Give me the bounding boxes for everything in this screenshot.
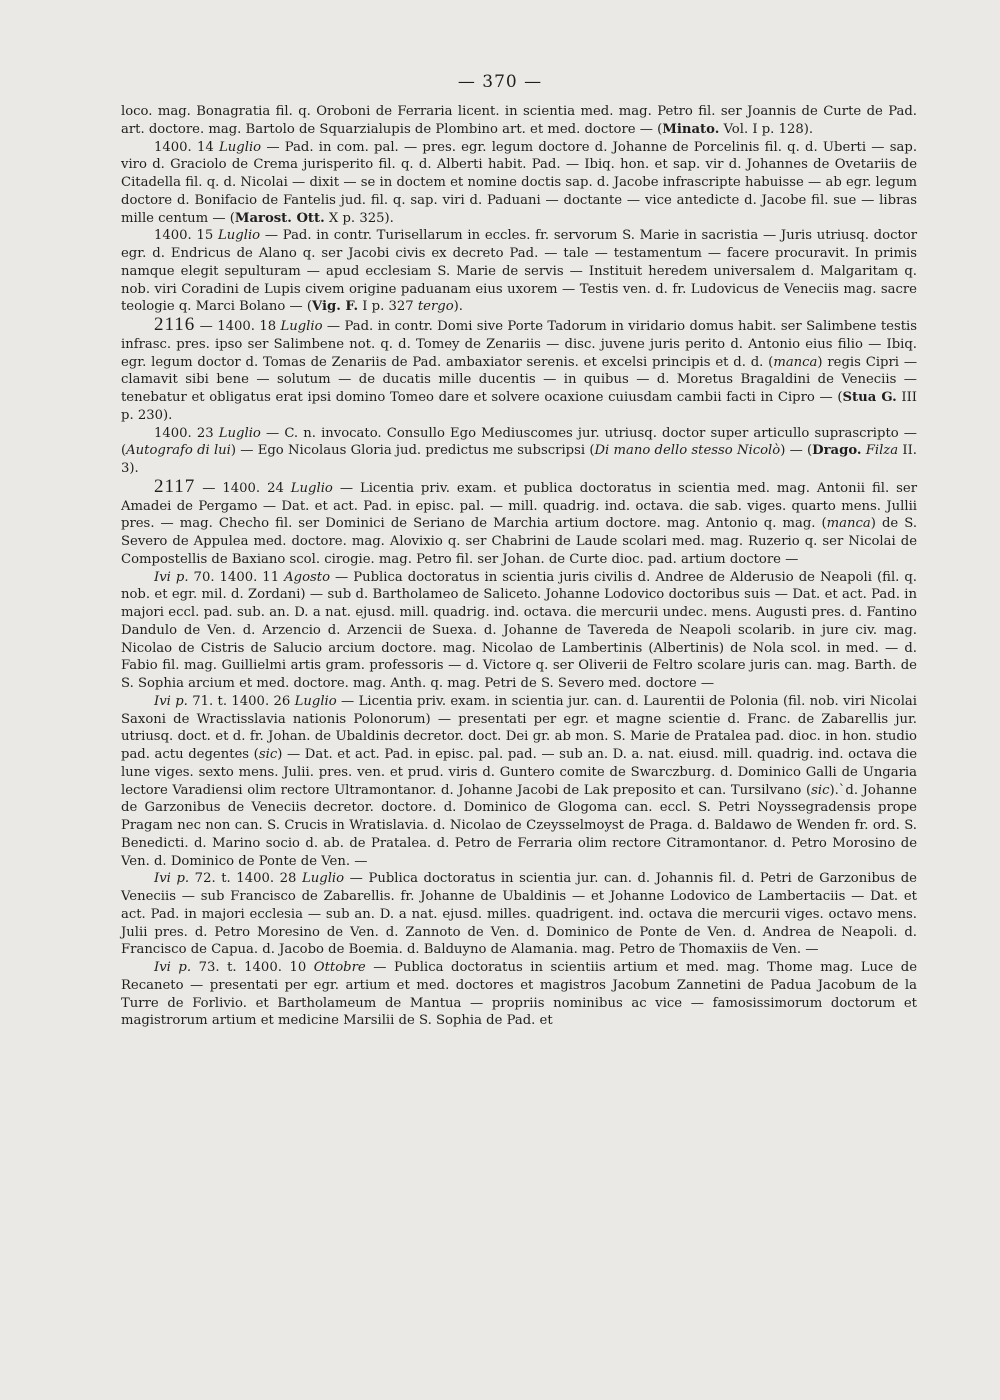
text-run: — Pad. in com. pal. — pres. egr. legum doctore d. Johanne de Porcelinis fil. q. d. Uberti — sap. viro d. Graciolo de Crema jurisperito fil. q. d. Alberti habit. Pad. — Ibiq. hon. et sap. vir d. Johannes de Ovetariis de Citadella fil. q. d. Nicolai — dixit — se in doctem et nomine doctis sap. d. Jacobe infrascripte habuisse — ab egr. legum doctore d. Bonifacio de Fantelis jud. fil. q. sap. viri d. Paduani — doctante — vice antedicte d. Jacobe fil. sue — libras mille centum — ( [121,139,918,226]
document-body [121,103,917,1030]
italic-text: manca [773,354,818,370]
text-run: II. 3). [121,443,917,476]
document-entry [121,316,917,425]
paragraph [121,959,917,1030]
page-number: — 370 — [457,72,543,92]
text-run: ) regis Cipri — clamavit sibi bene — solutum — de ducatis mille ducentis — in quibus — d. Moretus Bragaldini de Veneciis — tenebatur et obligatus erat ipsi domino Tomeo dare et solvere ocaxione cuiusdam cambii facti in Cipro — ( [121,354,918,405]
text-run: ) — ( [780,443,813,459]
italic-text: Ivi p. [154,960,192,975]
italic-text: Ivi p. [154,871,190,887]
text-run: ).`d. Johanne de Garzonibus de Veneciis decretor. doctore. d. Dominico de Glogoma can. eccl. S. Petri Noyssegradensis prope Pragam nec non can. S. Crucis in Wratislavia. d. Nicolao de Czeysselmoyst de Praga. d. Baldawo de Wenden fr. ord. S. Benedicti. d. Marino socio d. ab. de Pratalea. d. Petro de Ferraria olim rectore Citramontanor. d. Petro Morosino de Ven. d. Dominico de Ponte de Ven. — [121,782,917,869]
paragraph [121,693,917,871]
text-run: — Publica doctoratus in scientia jur. can. d. Johannis fil. d. Petri de Garzonibus de Veneciis — sub Francisco de Zabarellis. fr. Johanne de Ubaldinis — et Johanne Lodovico de Lambertaciis — Dat. et act. Pad. in majori ecclesia — sub an. D. a nat. ejusd. milles. quadrigent. ind. octava die mercurii viges. octavo mens. Julii pres. d. Petro Moresino de Ven. d. Zannoto de Ven. d. Dominico de Ponte de Ven. d. Andrea de Neapoli. d. Francisco de Capua. d. Jacobo de Boemia. d. Balduyno de Alamania. mag. Petro de Thomaxiis de Ven. — [121,871,917,958]
text-run: III p. 230). [121,390,917,423]
text-run: loco. mag. Bonagratia fil. q. Oroboni de Ferraria licent. in scientia med. mag. Petro fil. ser Joannis de Curte de Pad. art. doctore. mag. Bartolo de Squarzialupis de Plombino art. et med. doctore — ( [121,104,917,137]
italic-text: Luglio [218,228,261,244]
text-run: 73. t. 1400. 10 [191,960,314,975]
text-run: ) — Ego Nicolaus Gloria jud. predictus me subscripsi ( [230,443,595,459]
text-run: — 1400. 24 [195,480,291,496]
italic-text: Luglio [280,319,323,334]
paragraph [121,227,917,316]
entry-number: 2116 [154,314,196,335]
italic-text: Ivi p. [154,693,188,709]
italic-text: Di mano dello stesso Nicolò [594,443,781,459]
text-run: 70. 1400. 11 [188,569,285,585]
entry-number: 2117 [154,475,196,497]
text-run: ). [453,299,463,315]
italic-text: Luglio [290,480,333,496]
bold-citation: Minato. [662,121,720,137]
text-run: 72. t. 1400. 28 [189,871,303,887]
italic-text: Ottobre [313,960,366,975]
text-run: X p. 325). [324,210,394,226]
italic-text: Luglio [219,139,262,155]
text-run: — C. n. invocato. Consullo Ego Mediuscomes jur. utriusq. doctor super articullo suprascripto — ( [121,425,917,459]
italic-text: Luglio [218,425,261,441]
text-run: — 1400. 18 [195,319,281,334]
bold-citation: Drago. [812,443,862,459]
text-run: 1400. 15 [154,228,219,244]
paragraph [121,569,917,693]
text-run: I p. 327 [358,299,418,315]
text-run: ) — Dat. et act. Pad. in episc. pal. pad. — sub an. D. a. nat. eiusd. mill. quadrig. ind. octava die lune viges. sexto mens. Julii. pres. ven. et prud. viris d. Guntero comite de Swarczburg. d. Dominico Galli de Ungaria lectore Varadiensi olim rectore Ultramontanor. d. Johanne Jacobi de Lak preposito et can. Tursilvano ( [121,747,918,798]
text-run: Vol. I p. 128). [719,121,814,137]
italic-text: Autografo di lui [126,443,231,459]
text-run: — Pad. in contr. Turisellarum in eccles. fr. servorum S. Marie in sacristia — Juris utriusq. doctor egr. d. Endricus de Alano q. ser Jacobi civis ex decreto Pad. — tale — testamentum — facere procuravit. In primis namque elegit sepulturam — apud ecclesiam S. Marie de servis — Instituit heredem universalem d. Malgaritam q. nob. viri Coradini de Lupis civem origine paduanam eius uxorem — Testis ven. d. fr. Ludovicus de Veneciis mag. sacre teologie q. Marci Bolano — ( [121,228,917,315]
text-run: — Licentia priv. exam. in scientia jur. can. d. Laurentii de Polonia (fil. nob. viri Nicolai Saxoni de Wractisslavia nationis Polonorum) — presentati per egr. et magne scientie d. Franc. de Zabarellis jur. utriusq. doct. et d. fr. Johan. de Ubaldinis decretor. doct. Dei gr. ab mon. S. Marie de Pratalea pad. dioc. in hon. studio pad. actu degentes ( [121,693,918,762]
text-run: ) de S. Severo de Appulea med. doctore. mag. Alovixio q. ser Chabrini de Laude scolari med. mag. Ruzerio q. ser Nicolai de Compostellis de Baxiano scol. cirogie. mag. Petro fil. ser Johan. de Curte dioc. pad. artium doctore — [121,516,918,567]
italic-text: manca [826,516,871,532]
paragraph [121,103,917,139]
bold-citation: Vig. F. [312,299,359,315]
italic-text: Agosto [284,569,331,585]
italic-text: Luglio [294,693,337,709]
text-run: — Publica doctoratus in scientiis artium et med. mag. Thome mag. Luce de Recaneto — presentati per egr. artium et med. doctores et magistros Jacobum Zannetini de Padua Jacobum de la Turre de Forlivio. et Bartholameum de Mantua — propriis nominibus ac vice — famosissimorum doctorum et magistrorum artium et medicine Marsilii de S. Sophia de Pad. et [121,960,917,1029]
italic-text: sic [258,747,278,762]
paragraph [121,425,917,478]
text-run: — Pad. in contr. Domi sive Porte Tadorum in viridario domus habit. ser Salimbene testis infrasc. pres. ipso ser Salimbene not. q. d. Tomey de Zenariis — disc. juvene juris perito d. Antonio eius filio — Ibiq. egr. legum doctor d. Tomas de Zenariis de Pad. ambaxiator serenis. et excelsi principis et d. d. ( [121,319,917,370]
text-run: 1400. 14 [154,139,220,155]
italic-text: Luglio [302,871,345,887]
italic-text: Filza [865,443,899,459]
paragraph [121,139,917,228]
bold-citation: Marost. Ott. [234,210,325,226]
bold-citation: Stua G. [842,390,897,405]
italic-text: sic [811,782,830,798]
document-entry [121,475,918,569]
italic-text: Ivi p. [154,569,189,585]
paragraph [121,870,917,959]
text-run: 71. t. 1400. 26 [187,693,295,709]
italic-text: tergo [417,299,454,315]
text-run: — Publica doctoratus in scientia juris civilis d. Andree de Alderusio de Neapoli (fil. q. nob. et egr. mil. d. Zordani) — sub d. Bartholameo de Saliceto. Johanne Lodovico doctoribus suis — Dat. et act. Pad. in majori eccl. pad. sub. an. D. a nat. ejusd. mill. quadrig. ind. octava. die mercurii undec. mens. Augusti pres. d. Fantino Dandulo de Ven. d. Arzencio d. Arzencii de Suexa. d. Johanne de Tavereda de Neapoli scolarib. in jure civ. mag. Nicolao de Cistris de Salucio arcium doctore. mag. Nicolao de Lambertinis (Albertinis) de Nola scol. in med. — d. Fabio fil. mag. Guillielmi artis gram. professoris — d. Victore q. ser Oliverii de Feltro scolare juris can. mag. Barth. de S. Sophia arcium et med. doctore. mag. Anth. q. mag. Petri de S. Severo med. doctore — [121,569,918,691]
text-run: — Licentia priv. exam. et publica doctoratus in scientia med. mag. Antonii fil. ser Amadei de Pergamo — Dat. et act. Pad. in episc. pal. — mill. quadrig. ind. octava. die sab. viges. quarto mens. Jullii pres. — mag. Checho fil. ser Dominici de Seriano de Marchia artium doctore. mag. Antonio q. mag. ( [121,480,917,532]
text-run: 1400. 23 [154,425,219,441]
